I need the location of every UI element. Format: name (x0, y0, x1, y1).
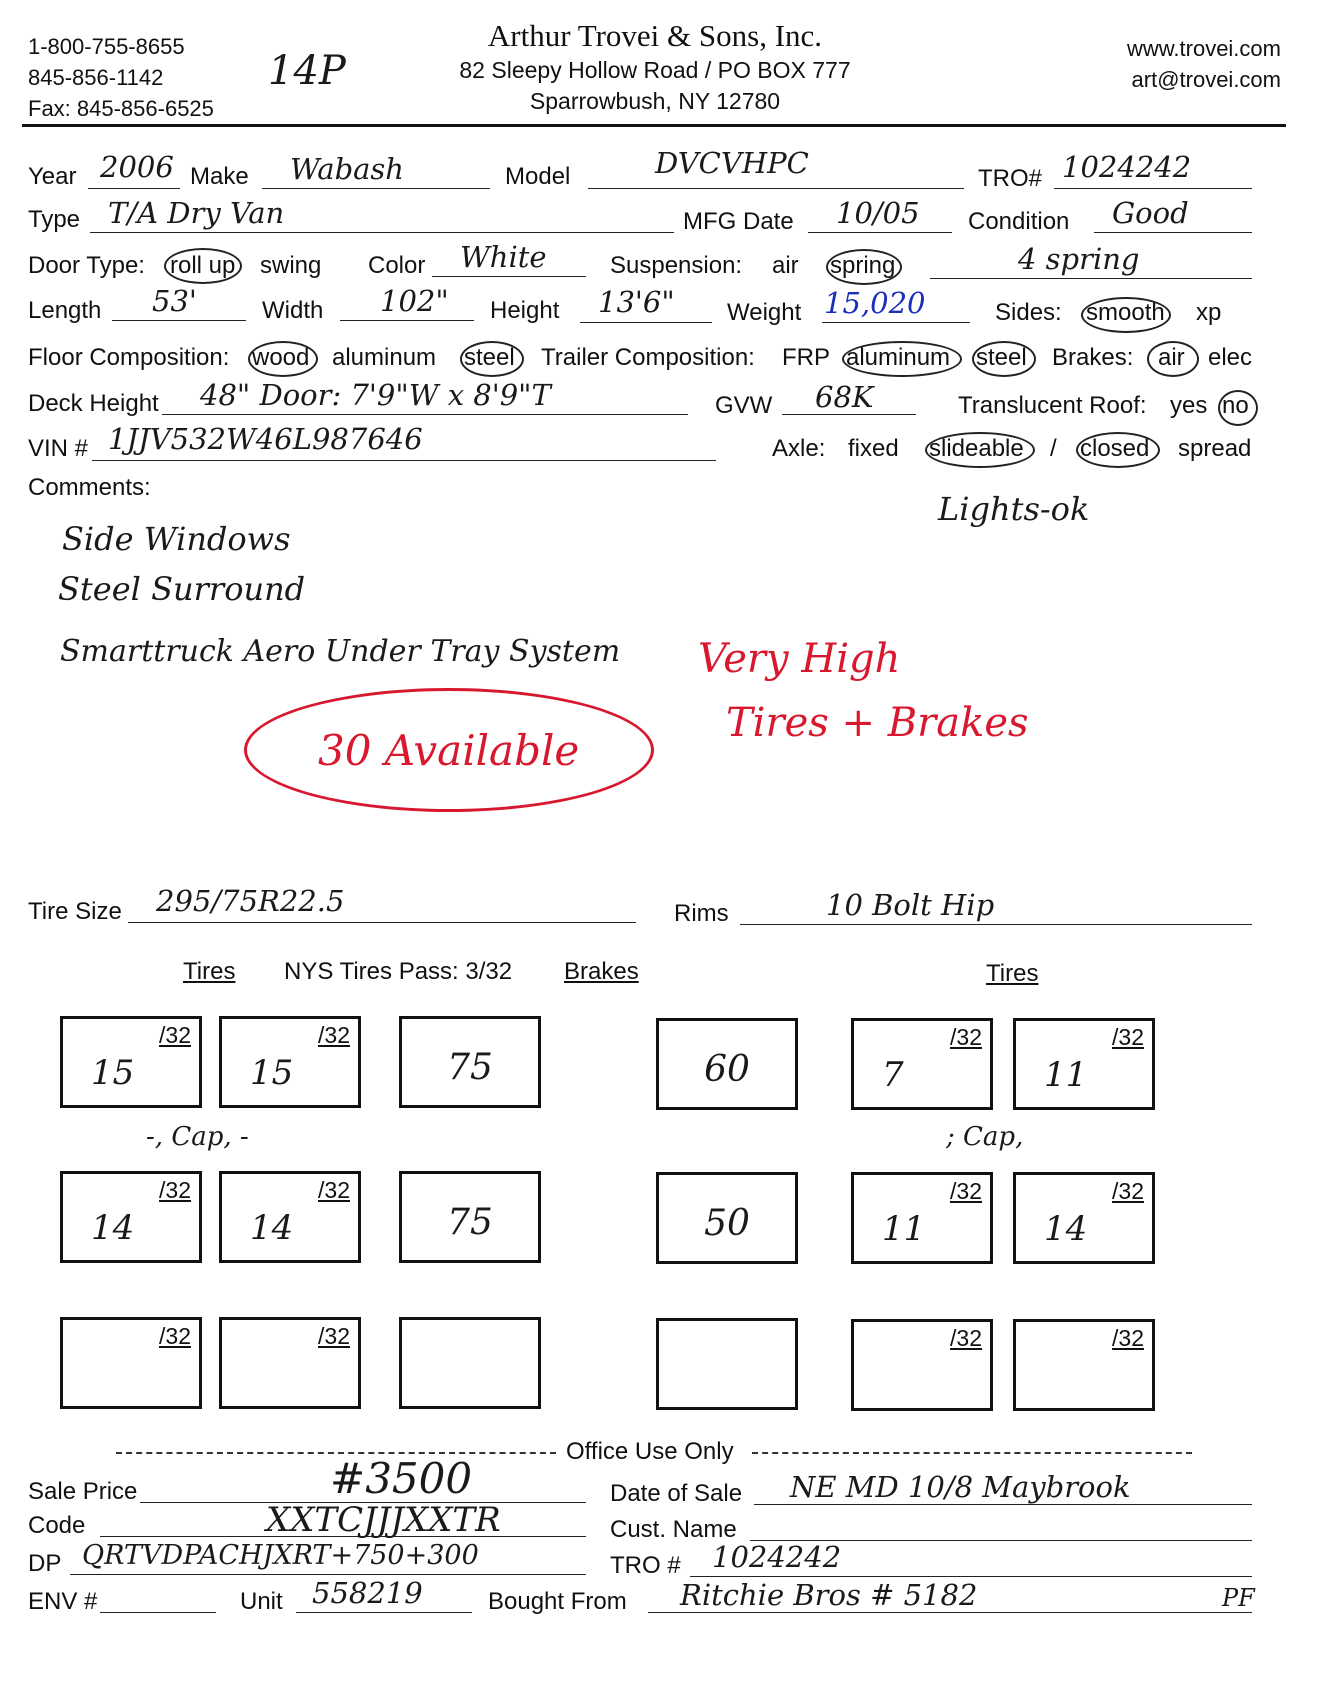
year-label: Year (28, 163, 77, 190)
dp-value: QRTVDPACHJXRT+750+300 (82, 1540, 479, 1571)
fraction-label: /32 (950, 1325, 982, 1351)
fraction-label: /32 (159, 1323, 191, 1349)
tro-value: 1024242 (1062, 150, 1192, 184)
tire-depth-value: 15 (250, 1053, 294, 1093)
fraction-label: /32 (1112, 1178, 1144, 1204)
sale-price-value: #3500 (330, 1454, 473, 1503)
cust-name-label: Cust. Name (610, 1516, 737, 1543)
sale-price-label: Sale Price (28, 1478, 138, 1505)
axle-option-slideable: slideable (929, 435, 1024, 462)
tire-depth-value: 14 (1044, 1209, 1088, 1249)
tire-size-label: Tire Size (28, 898, 122, 925)
suspension-option-spring: spring (830, 252, 896, 279)
website: www.trovei.com (1126, 36, 1281, 61)
tire-depth-value: 14 (91, 1208, 135, 1248)
code-value: XXTCJJJXXTR (266, 1500, 501, 1540)
trailer-option-frp: FRP (782, 344, 830, 371)
condition-label: Condition (968, 208, 1070, 235)
initials: PF (1222, 1584, 1255, 1612)
weight-label: Weight (727, 299, 802, 326)
cap-note-left: -, Cap, - (146, 1122, 249, 1152)
brake-box-r2-c2[interactable] (656, 1172, 798, 1264)
sides-option-xp: xp (1196, 299, 1222, 326)
door-type-label: Door Type: (28, 252, 145, 279)
red-note-line-2: Tires + Brakes (726, 700, 1029, 746)
fraction-label: /32 (1112, 1024, 1144, 1050)
bought-from-value: Ritchie Bros # 5182 (680, 1578, 978, 1612)
brake-value: 50 (704, 1203, 750, 1244)
suspension-option-air: air (772, 252, 799, 279)
office-tro-label: TRO # (610, 1552, 681, 1579)
office-use-title: Office Use Only (566, 1438, 734, 1465)
tire-depth-value: 11 (882, 1209, 926, 1249)
model-value: DVCVHPC (655, 146, 809, 180)
axle-option-fixed: fixed (848, 435, 899, 462)
tire-depth-value: 7 (882, 1055, 904, 1095)
phone-1: 1-800-755-8655 (28, 34, 185, 59)
brakes-label: Brakes: (1052, 344, 1134, 371)
tire-box-r1-c3[interactable] (851, 1018, 993, 1110)
tire-depth-value: 14 (250, 1208, 294, 1248)
make-value: Wabash (290, 152, 404, 186)
unit-label: Unit (240, 1588, 283, 1615)
brake-box-r2-c1[interactable] (399, 1171, 541, 1263)
tires-header-left: Tires (183, 958, 236, 985)
door-option-swing: swing (260, 252, 322, 279)
fraction-label: /32 (1112, 1325, 1144, 1351)
fraction-label: /32 (318, 1177, 350, 1203)
year-value: 2006 (100, 150, 174, 184)
office-divider-right (752, 1452, 1192, 1454)
floor-option-aluminum: aluminum (332, 344, 437, 371)
trailer-composition-label: Trailer Composition: (541, 344, 755, 371)
tire-box-r2-c1[interactable] (60, 1171, 202, 1263)
condition-value: Good (1112, 196, 1189, 230)
bought-from-label: Bought From (488, 1588, 627, 1615)
length-label: Length (28, 297, 102, 324)
nys-tires-pass: NYS Tires Pass: 3/32 (284, 958, 513, 985)
floor-option-wood: wood (252, 344, 310, 371)
sides-option-smooth: smooth (1086, 299, 1165, 326)
model-label: Model (505, 163, 571, 190)
brake-value: 75 (447, 1047, 493, 1088)
tire-box-r2-c4[interactable] (1013, 1172, 1155, 1264)
company-name: Arthur Trovei & Sons, Inc. (487, 18, 823, 53)
brake-value: 75 (447, 1202, 493, 1243)
fraction-label: /32 (159, 1022, 191, 1048)
tires-header-right: Tires (986, 960, 1039, 987)
tire-box-r1-c1[interactable] (60, 1016, 202, 1108)
suspension-label: Suspension: (610, 252, 743, 279)
trailer-option-steel: steel (976, 344, 1027, 371)
deck-height-label: Deck Height (28, 390, 159, 417)
color-value: White (460, 240, 547, 274)
height-label: Height (490, 297, 560, 324)
env-label: ENV # (28, 1588, 98, 1615)
vin-value: 1JJV532W46L987646 (108, 422, 423, 456)
office-tro-value: 1024242 (712, 1540, 842, 1574)
fraction-label: /32 (318, 1022, 350, 1048)
floor-composition-label: Floor Composition: (28, 344, 230, 371)
length-value: 53' (152, 284, 197, 318)
gvw-label: GVW (715, 392, 773, 419)
fraction-label: /32 (318, 1323, 350, 1349)
phone-2: 845-856-1142 (28, 65, 164, 90)
brakes-header: Brakes (564, 958, 639, 985)
roof-option-no: no (1222, 392, 1249, 419)
date-of-sale-value: NE MD 10/8 Maybrook (790, 1470, 1131, 1504)
tire-size-value: 295/75R22.5 (156, 884, 345, 918)
height-value: 13'6" (598, 285, 675, 319)
cap-note-right: ; Cap, (946, 1122, 1024, 1152)
make-label: Make (190, 163, 249, 190)
trailer-option-aluminum: aluminum (846, 344, 951, 371)
code-label: Code (28, 1512, 86, 1539)
company-address-1: 82 Sleepy Hollow Road / PO BOX 777 (459, 57, 851, 83)
available-note: 30 Available (318, 726, 580, 775)
tire-box-r3-c1[interactable] (60, 1317, 202, 1409)
tire-box-r2-c2[interactable] (219, 1171, 361, 1263)
mfg-date-label: MFG Date (683, 208, 794, 235)
brake-value: 60 (704, 1049, 750, 1090)
brake-box-r1-c2[interactable] (656, 1018, 798, 1110)
comment-lights: Lights-ok (938, 490, 1090, 528)
axle-label: Axle: (772, 435, 826, 462)
type-value: T/A Dry Van (108, 196, 285, 230)
comment-line-2: Steel Surround (58, 570, 306, 608)
translucent-roof-label: Translucent Roof: (958, 392, 1147, 419)
dp-label: DP (28, 1550, 62, 1577)
comment-line-3: Smarttruck Aero Under Tray System (60, 634, 621, 669)
company-address-2: Sparrowbush, NY 12780 (529, 88, 781, 114)
tire-box-r3-c4[interactable] (1013, 1319, 1155, 1411)
handwritten-header-note: 14P (268, 48, 346, 94)
floor-option-steel: steel (464, 344, 515, 371)
color-label: Color (368, 252, 426, 279)
axle-separator: / (1050, 435, 1057, 462)
brakes-option-air: air (1158, 344, 1185, 371)
vin-label: VIN # (28, 435, 89, 462)
tire-depth-value: 11 (1044, 1055, 1088, 1095)
mfg-date-value: 10/05 (836, 196, 920, 230)
tire-box-r1-c2[interactable] (219, 1016, 361, 1108)
tire-box-r3-c3[interactable] (851, 1319, 993, 1411)
comment-line-1: Side Windows (62, 520, 291, 558)
comments-label: Comments: (28, 474, 151, 501)
rims-value: 10 Bolt Hip (826, 888, 995, 922)
weight-value: 15,020 (824, 286, 926, 320)
email: art@trovei.com (1131, 67, 1281, 92)
door-option-rollup: roll up (170, 252, 236, 279)
fraction-label: /32 (159, 1177, 191, 1203)
brake-box-r3-c2[interactable] (656, 1318, 798, 1410)
axle-option-spread: spread (1178, 435, 1252, 462)
sides-label: Sides: (995, 299, 1062, 326)
width-label: Width (262, 297, 324, 324)
axle-option-closed: closed (1080, 435, 1150, 462)
roof-option-yes: yes (1170, 392, 1208, 419)
deck-height-value: 48" Door: 7'9"W x 8'9"T (200, 378, 551, 412)
tire-depth-value: 15 (91, 1053, 135, 1093)
brakes-option-elec: elec (1208, 344, 1253, 371)
fax-number: Fax: 845-856-6525 (28, 96, 214, 121)
date-of-sale-label: Date of Sale (610, 1480, 743, 1507)
fraction-label: /32 (950, 1024, 982, 1050)
brake-box-r3-c1[interactable] (399, 1317, 541, 1409)
type-label: Type (28, 206, 81, 233)
tro-label: TRO# (978, 165, 1043, 192)
unit-value: 558219 (312, 1576, 423, 1610)
tire-box-r2-c3[interactable] (851, 1172, 993, 1264)
width-value: 102" (380, 284, 449, 318)
rims-label: Rims (674, 900, 729, 927)
suspension-note: 4 spring (1018, 242, 1140, 276)
brake-box-r1-c1[interactable] (399, 1016, 541, 1108)
fraction-label: /32 (950, 1178, 982, 1204)
gvw-value: 68K (815, 380, 874, 414)
header-divider (22, 124, 1286, 127)
red-note-line-1: Very High (698, 636, 901, 682)
tire-box-r1-c4[interactable] (1013, 1018, 1155, 1110)
tire-box-r3-c2[interactable] (219, 1317, 361, 1409)
